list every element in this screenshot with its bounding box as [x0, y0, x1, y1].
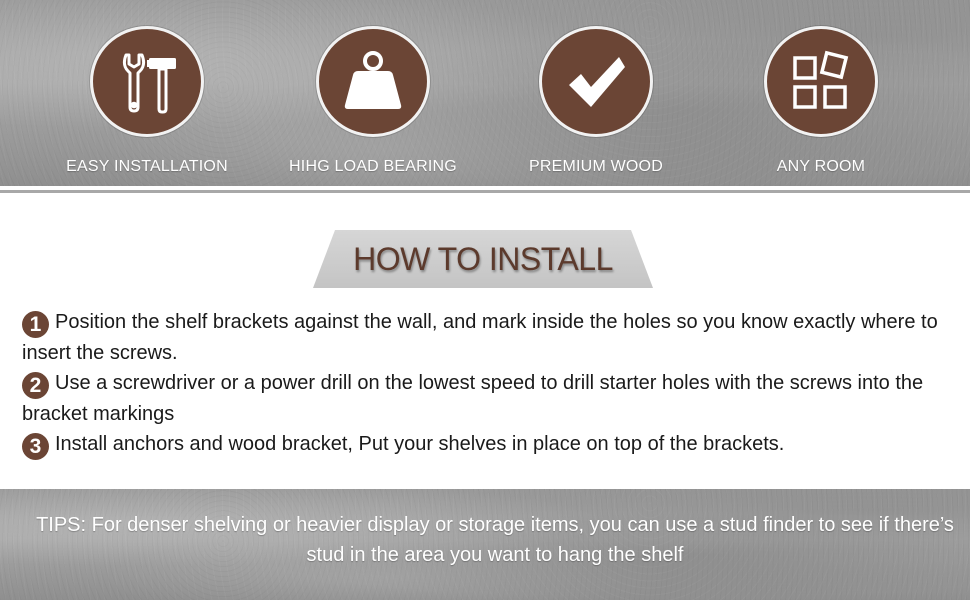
tips-text: TIPS: For denser shelving or heavier display or storage items, you can use a stud finder to see if there’s stud in the area you want to hang the shelf: [36, 514, 954, 566]
squares-icon: [786, 47, 856, 117]
step-text: Position the shelf brackets against the wall, and mark inside the holes so you know exactly where to insert the screws.: [22, 311, 938, 364]
feature-easy-installation: [47, 26, 247, 176]
weight-icon: [338, 47, 408, 117]
step-number-badge: 3: [22, 433, 49, 460]
step-text: Install anchors and wood bracket, Put your shelves in place on top of the brackets.: [55, 433, 785, 455]
features-banner: [0, 0, 970, 186]
feature-label: ANY ROOM: [776, 158, 866, 175]
step-number-badge: 2: [22, 372, 49, 399]
feature-badge: [764, 26, 878, 137]
feature-badge: [90, 26, 204, 137]
feature-label: EASY INSTALLATION: [66, 158, 228, 175]
feature-any-room: [721, 26, 921, 176]
feature-premium-wood: [496, 26, 696, 176]
step-text: Use a screwdriver or a power drill on the lowest speed to drill starter holes with the screws into the bracket markings: [22, 372, 924, 425]
feature-high-load-bearing: [273, 26, 473, 176]
step-number-badge: 1: [22, 311, 49, 338]
section-divider: [0, 190, 970, 193]
step-item: [22, 307, 952, 368]
title-banner: [313, 230, 653, 288]
feature-label: PREMIUM WOOD: [529, 158, 663, 175]
step-item: [22, 368, 952, 429]
tips-banner: [0, 489, 970, 600]
feature-badge: [539, 26, 653, 137]
tools-icon: [112, 47, 182, 117]
step-item: [22, 429, 952, 460]
install-steps: [22, 307, 952, 460]
feature-badge: [316, 26, 430, 137]
feature-label: HIHG LOAD BEARING: [289, 158, 457, 175]
checkmark-icon: [561, 47, 631, 117]
page-title: HOW TO INSTALL: [353, 240, 613, 277]
